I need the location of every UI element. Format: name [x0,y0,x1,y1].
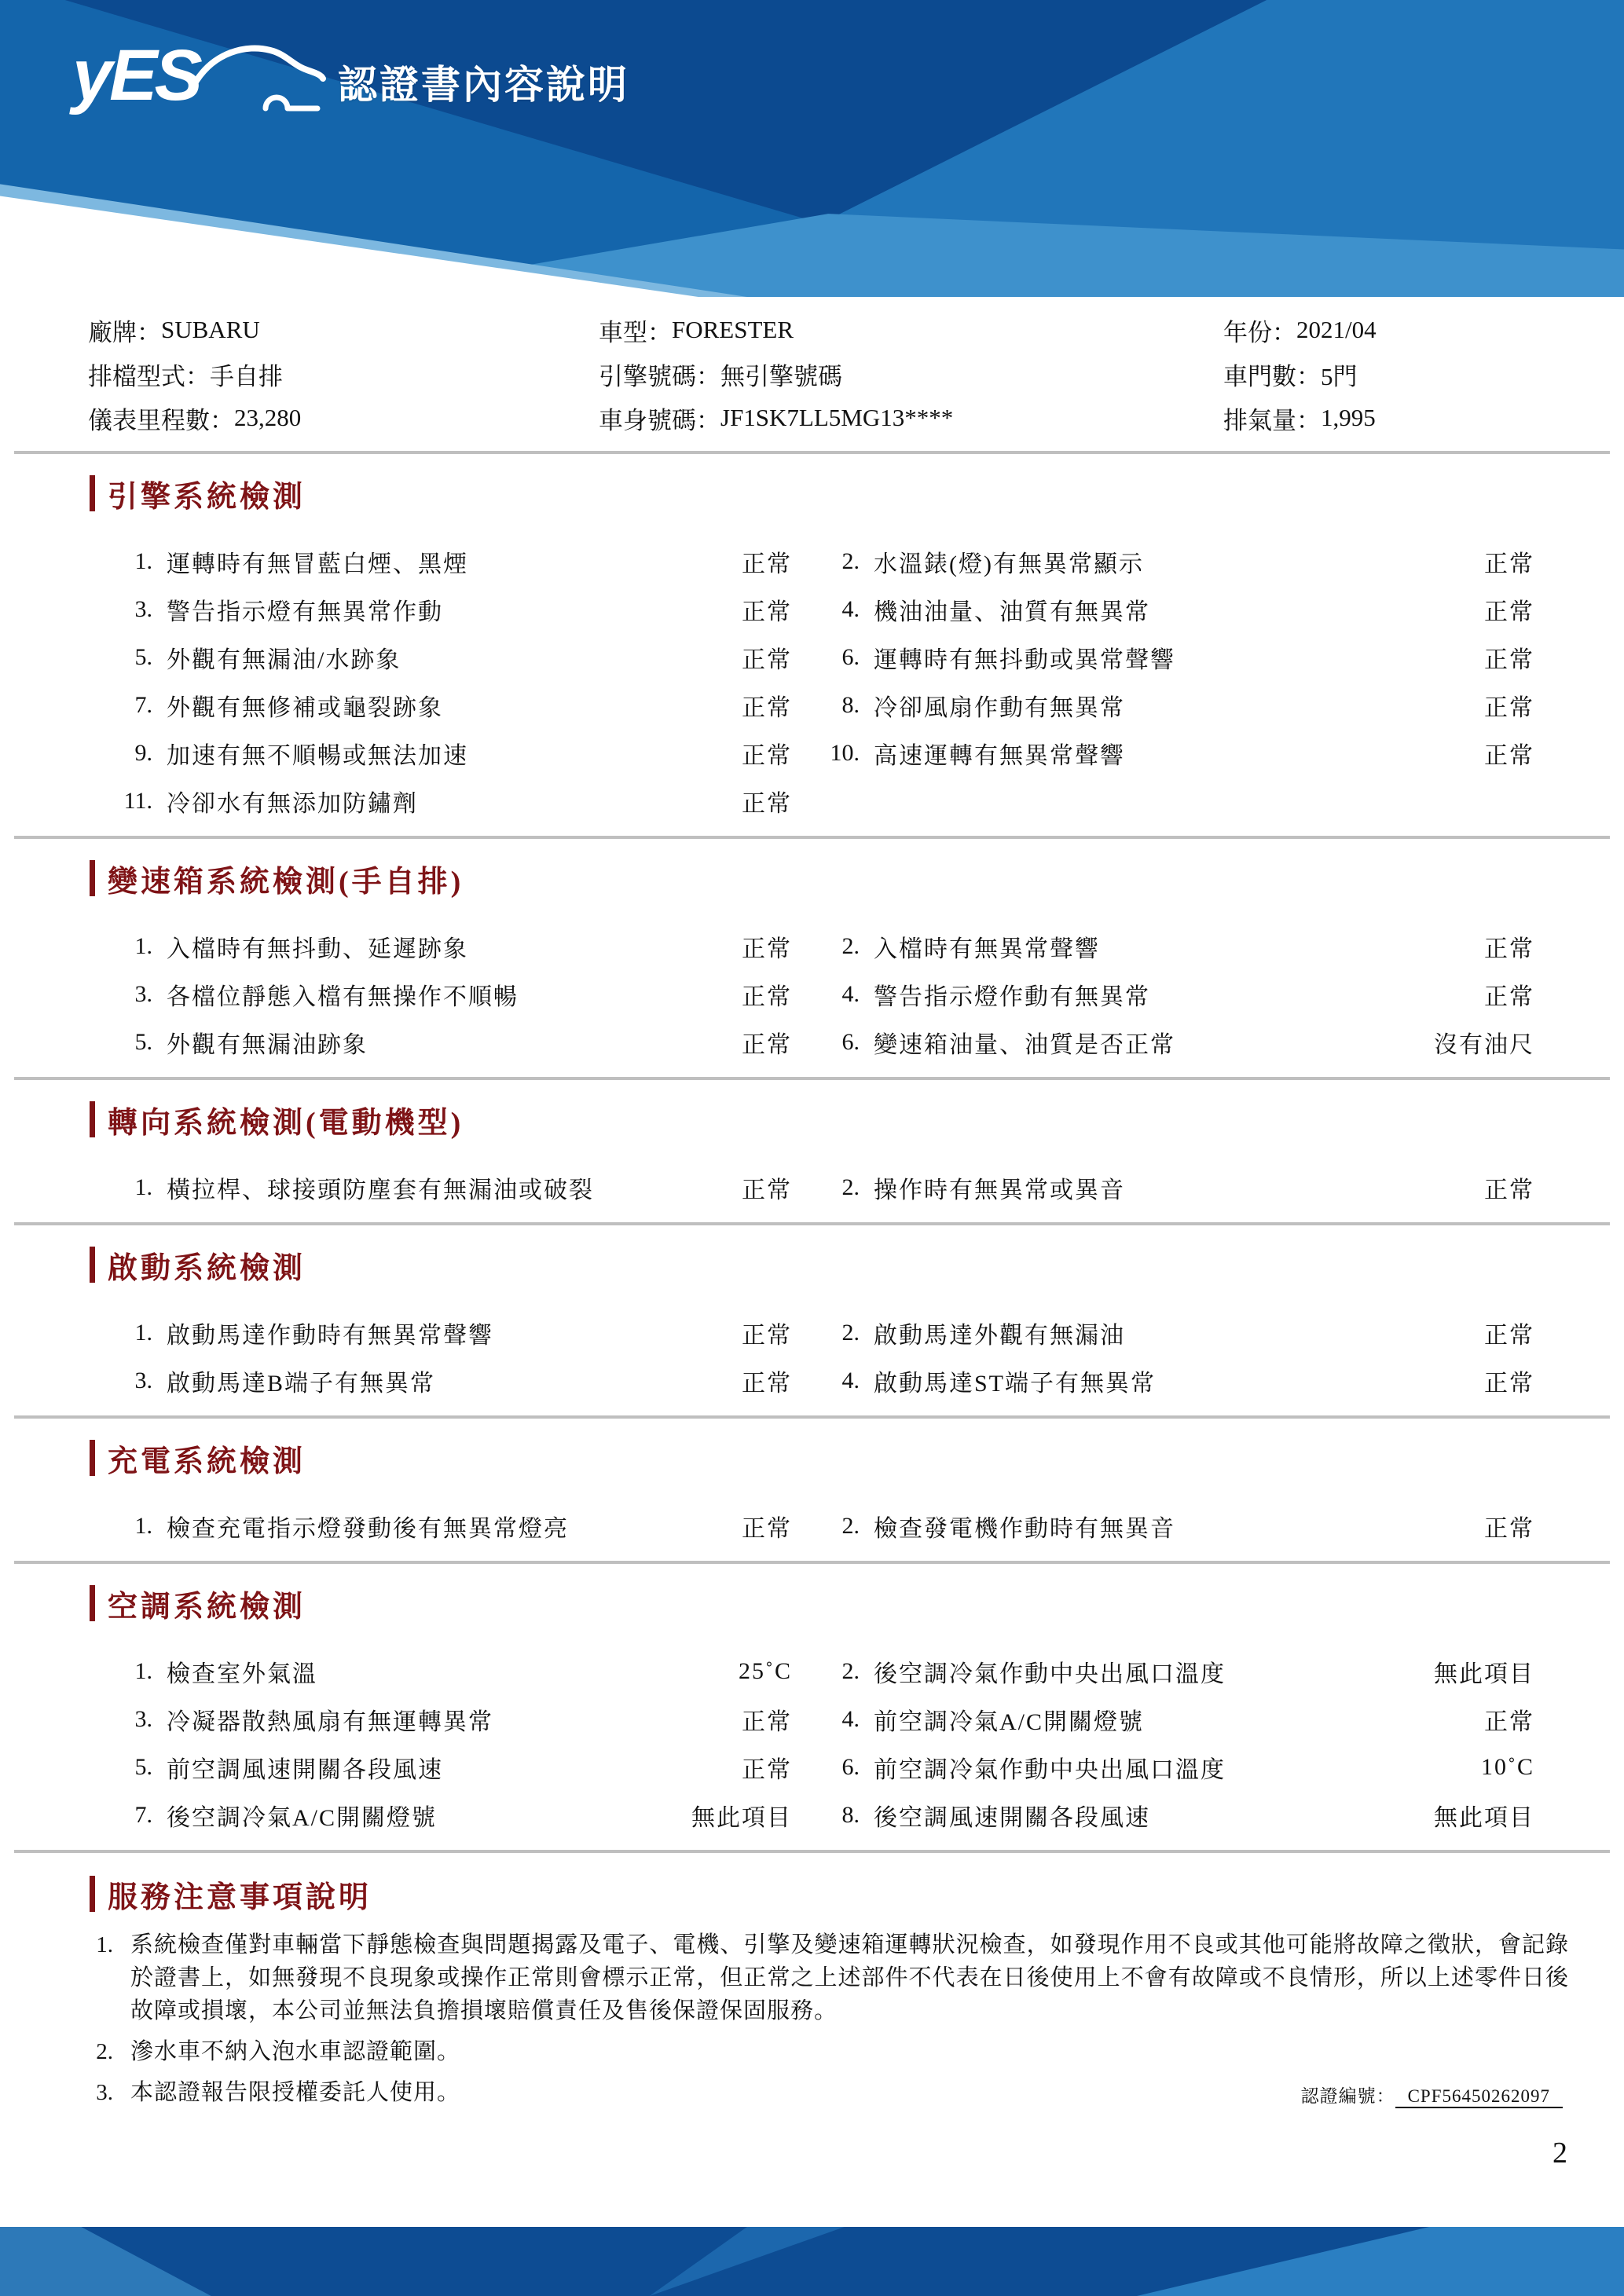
section-transmission [0,839,1624,1080]
vehicle-displacement-value: 1,995 [1321,404,1376,431]
car-silhouette-icon [190,35,328,123]
vehicle-displacement-label: 排氣量： [1223,406,1321,434]
certificate-number [1301,2082,1563,2107]
section-accent-bar [90,860,95,896]
page-number: 2 [1553,2137,1567,2170]
section-transmission-rows [0,922,1624,1066]
section-accent-bar [90,1247,95,1283]
item-text: 啟動馬達ST端子有無異常 [874,1370,1157,1397]
item-result: 正常 [742,790,792,817]
item-text: 前空調冷氣作動中央出風口溫度 [874,1756,1226,1783]
item-number: 1. [134,1174,152,1200]
section-charging-header [90,1437,1624,1478]
note-text: 滲水車不納入泡水車認證範圍。 [130,2039,461,2064]
item-number: 4. [841,1705,860,1732]
item-number: 8. [841,1801,860,1828]
item-result: 正常 [1484,1708,1534,1735]
item-result: 無此項目 [1434,1804,1534,1831]
item-result: 正常 [742,599,792,625]
item-text: 機油油量、油質有無異常 [874,599,1150,625]
inspection-row [0,1743,1624,1791]
item-number: 1. [134,932,152,959]
item-result: 正常 [742,1515,792,1542]
section-engine-title: 引擎系統檢測 [108,480,306,514]
page-title: 認證書內容說明 [338,63,629,107]
vehicle-model-label: 車型： [599,318,672,346]
item-number: 10. [830,739,860,766]
item-result: 正常 [742,1031,792,1058]
item-number: 3. [134,1367,152,1393]
item-number: 1. [134,1512,152,1539]
item-text: 檢查充電指示燈發動後有無異常燈亮 [167,1515,569,1542]
vehicle-doors [1223,352,1624,396]
section-charging-rows [0,1502,1624,1550]
document-body [0,308,1624,2109]
note-number: 1. [96,1932,113,1957]
item-number: 1. [134,547,152,574]
vehicle-gearbox [88,352,599,396]
item-text: 啟動馬達B端子有無異常 [167,1370,436,1397]
item-text: 後空調冷氣A/C開關燈號 [167,1804,438,1831]
inspection-row [0,633,1624,681]
item-result: 正常 [1484,1515,1534,1542]
item-number: 3. [134,980,152,1007]
item-text: 檢查發電機作動時有無異音 [874,1515,1175,1542]
item-result: 正常 [742,1322,792,1349]
item-result: 正常 [742,983,792,1010]
item-result: 正常 [1484,551,1534,577]
section-engine [0,454,1624,839]
item-text: 警告指示燈作動有無異常 [874,983,1150,1010]
item-text: 檢查室外氣溫 [167,1661,317,1687]
vehicle-mileage-value: 23,280 [234,404,302,431]
inspection-row [0,1695,1624,1743]
section-charging-title: 充電系統檢測 [108,1445,306,1478]
item-result: 正常 [1484,1177,1534,1203]
vehicle-displacement [1223,396,1624,440]
section-service-notes-header [90,1873,1624,1914]
vehicle-doors-value: 5門 [1321,362,1358,390]
section-steering-title: 轉向系統檢測(電動機型) [108,1106,464,1140]
item-result: 正常 [742,1370,792,1397]
section-transmission-title: 變速箱系統檢測(手自排) [108,865,464,899]
inspection-row [0,970,1624,1018]
inspection-row [0,1309,1624,1357]
item-number: 4. [841,1367,860,1393]
item-text: 變速箱油量、油質是否正常 [874,1031,1175,1058]
item-result: 正常 [1484,983,1534,1010]
inspection-row [0,1791,1624,1839]
section-service-notes [0,1853,1624,2109]
item-text: 橫拉桿、球接頭防塵套有無漏油或破裂 [167,1177,594,1203]
vehicle-model-value: FORESTER [672,316,794,343]
vehicle-make-value: SUBARU [161,316,260,343]
item-text: 冷卻風扇作動有無異常 [874,694,1125,721]
section-starter-rows [0,1309,1624,1404]
item-result: 正常 [1484,936,1534,962]
item-number: 1. [134,1657,152,1684]
item-result: 正常 [1484,742,1534,769]
item-text: 操作時有無異常或異音 [874,1177,1125,1203]
item-text: 水溫錶(燈)有無異常顯示 [874,551,1144,577]
item-result: 正常 [742,1756,792,1783]
section-starter-header [90,1244,1624,1285]
item-text: 外觀有無修補或龜裂跡象 [167,694,443,721]
inspection-row [0,1163,1624,1211]
inspection-row [0,537,1624,585]
item-text: 外觀有無漏油/水跡象 [167,646,401,673]
vehicle-doors-label: 車門數： [1223,362,1321,390]
certificate-number-value: CPF56450262097 [1395,2086,1563,2108]
vehicle-vin [599,396,1223,440]
certificate-number-label: 認證編號： [1300,2086,1395,2106]
item-number: 7. [134,1801,152,1828]
section-steering-rows [0,1163,1624,1211]
section-steering [0,1080,1624,1225]
yes-logo [72,35,324,121]
item-text: 前空調風速開關各段風速 [167,1756,443,1783]
item-number: 2. [841,932,860,959]
item-number: 3. [134,595,152,622]
item-result: 無此項目 [691,1804,792,1831]
item-number: 3. [134,1705,152,1732]
item-result: 沒有油尺 [1434,1031,1534,1058]
item-text: 啟動馬達作動時有無異常聲響 [167,1322,493,1349]
vehicle-engine-no [599,352,1223,396]
item-number: 7. [134,691,152,718]
item-text: 前空調冷氣A/C開關燈號 [874,1708,1145,1735]
item-result: 正常 [742,551,792,577]
vehicle-model [599,308,1223,352]
section-starter-title: 啟動系統檢測 [108,1251,306,1285]
item-text: 後空調冷氣作動中央出風口溫度 [874,1661,1226,1687]
item-result: 正常 [742,1177,792,1203]
item-number: 2. [841,547,860,574]
item-number: 4. [841,595,860,622]
item-text: 外觀有無漏油跡象 [167,1031,368,1058]
vehicle-year-label: 年份： [1223,318,1296,346]
item-result: 正常 [1484,1370,1534,1397]
item-text: 運轉時有無冒藍白煙、黑煙 [167,551,468,577]
note-item [0,1928,1624,2027]
inspection-row [0,1357,1624,1404]
note-number: 3. [96,2080,113,2105]
inspection-row [0,922,1624,970]
item-result: 25˚C [739,1657,792,1684]
yes-logo-text: yES [72,35,200,115]
inspection-row [0,1647,1624,1695]
note-item [0,2035,1624,2068]
vehicle-info [0,308,1624,440]
item-number: 5. [134,643,152,670]
inspection-row [0,585,1624,633]
item-text: 加速有無不順暢或無法加速 [167,742,468,769]
section-accent-bar [90,1440,95,1476]
section-accent-bar [90,475,95,511]
item-result: 正常 [1484,646,1534,673]
vehicle-year-value: 2021/04 [1296,316,1377,343]
inspection-row [0,729,1624,777]
item-number: 6. [841,1753,860,1780]
section-charging [0,1419,1624,1564]
vehicle-year [1223,308,1624,352]
vehicle-gearbox-value: 手自排 [210,362,283,390]
section-starter [0,1225,1624,1419]
section-transmission-header [90,858,1624,899]
item-number: 8. [841,691,860,718]
item-number: 2. [841,1512,860,1539]
item-result: 正常 [1484,1322,1534,1349]
item-number: 2. [841,1174,860,1200]
vehicle-engine-no-label: 引擎號碼： [599,362,720,390]
item-text: 後空調風速開關各段風速 [874,1804,1150,1831]
item-result: 正常 [742,742,792,769]
item-number: 5. [134,1753,152,1780]
section-accent-bar [90,1101,95,1137]
item-text: 高速運轉有無異常聲響 [874,742,1125,769]
vehicle-engine-no-value: 無引擎號碼 [720,362,842,390]
vehicle-make-label: 廠牌： [88,318,161,346]
item-result: 正常 [742,936,792,962]
item-number: 5. [134,1028,152,1055]
item-number: 2. [841,1657,860,1684]
section-aircon-rows [0,1647,1624,1839]
vehicle-vin-label: 車身號碼： [599,406,720,434]
inspection-row [0,681,1624,729]
item-text: 運轉時有無抖動或異常聲響 [874,646,1175,673]
section-aircon-title: 空調系統檢測 [108,1590,306,1624]
header-banner [0,0,1624,297]
item-number: 11. [123,787,152,814]
vehicle-vin-value: JF1SK7LL5MG13**** [720,404,954,431]
item-text: 啟動馬達外觀有無漏油 [874,1322,1125,1349]
item-result: 正常 [742,694,792,721]
item-text: 冷卻水有無添加防鏽劑 [167,790,418,817]
item-text: 冷凝器散熱風扇有無運轉異常 [167,1708,493,1735]
inspection-row [0,1018,1624,1066]
item-result: 正常 [742,646,792,673]
section-engine-header [90,473,1624,514]
vehicle-mileage-label: 儀表里程數： [88,406,234,434]
item-number: 6. [841,1028,860,1055]
section-engine-rows [0,537,1624,825]
vehicle-gearbox-label: 排檔型式： [88,362,210,390]
item-text: 警告指示燈有無異常作動 [167,599,443,625]
inspection-row [0,777,1624,825]
note-text: 系統檢查僅對車輛當下靜態檢查與問題揭露及電子、電機、引擎及變速箱運轉狀況檢查，如發現作用不良或其他可能將故障之徵狀，會記錄於證書上，如無發現不良現象或操作正常則會標示正常，但正常之上述部件不代表在日後使用上不會有故障或不良情形，所以上述零件日後故障或損壞，本公司並無法負擔損壞賠償責任及售後保證保固服務。 [130,1932,1569,2023]
inspection-row [0,1502,1624,1550]
item-number: 4. [841,980,860,1007]
item-number: 6. [841,643,860,670]
section-service-notes-title: 服務注意事項說明 [108,1880,372,1914]
section-aircon-header [90,1583,1624,1624]
note-number: 2. [96,2039,113,2064]
item-number: 9. [134,739,152,766]
vehicle-mileage [88,396,599,440]
section-accent-bar [90,1876,95,1912]
brand-area [72,35,629,121]
footer-banner [0,2227,1624,2296]
item-result: 正常 [742,1708,792,1735]
item-number: 1. [134,1319,152,1346]
section-aircon [0,1564,1624,1853]
item-result: 無此項目 [1434,1661,1534,1687]
note-text: 本認證報告限授權委託人使用。 [130,2080,461,2105]
section-accent-bar [90,1585,95,1621]
item-number: 2. [841,1319,860,1346]
vehicle-make [88,308,599,352]
item-text: 入檔時有無異常聲響 [874,936,1100,962]
item-result: 10˚C [1481,1753,1534,1780]
item-text: 入檔時有無抖動、延遲跡象 [167,936,468,962]
item-text: 各檔位靜態入檔有無操作不順暢 [167,983,519,1010]
section-steering-header [90,1099,1624,1140]
item-result: 正常 [1484,694,1534,721]
item-result: 正常 [1484,599,1534,625]
